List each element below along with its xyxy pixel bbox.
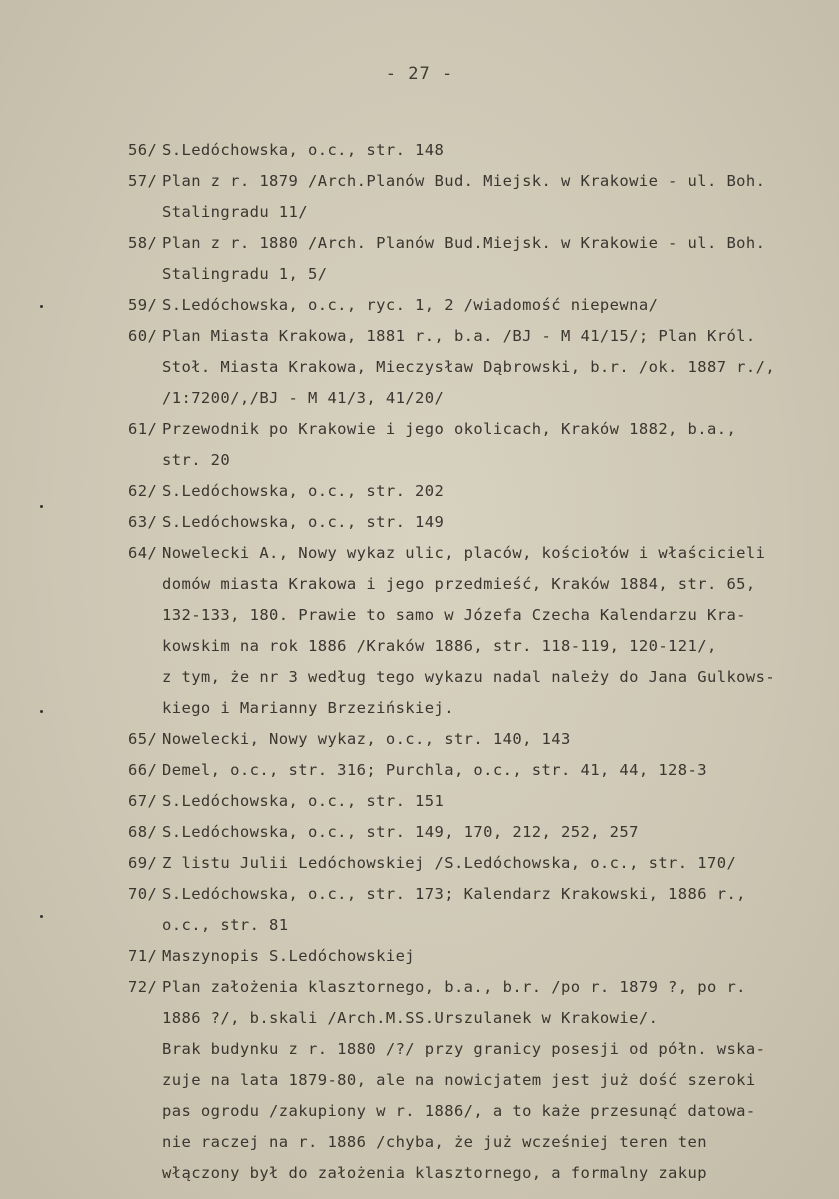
footnote-item: [128, 755, 828, 786]
page-number: - 27 -: [385, 64, 454, 84]
footnote-number: 65/: [128, 730, 158, 748]
footnote-text: S.Ledóchowska, o.c., str. 148: [162, 141, 445, 159]
footnote-item: [128, 848, 828, 879]
footnote-text: Z listu Julii Ledóchowskiej /S.Ledóchowska, o.c., str. 170/: [162, 854, 737, 872]
footnote-item: [128, 786, 828, 817]
margin-speck: [40, 505, 43, 508]
footnote-number: 62/: [128, 482, 158, 500]
footnote-text: S.Ledóchowska, o.c., str. 149: [162, 513, 445, 531]
footnote-item: [128, 135, 828, 166]
footnote-item: [128, 507, 828, 538]
margin-speck: [40, 305, 43, 308]
footnote-text: Plan założenia klasztornego, b.a., b.r. /po r. 1879 ?, po r. 1886 ?/, b.skali /Arch.M.SS.Urszulanek w Krakowie/.: [162, 978, 746, 1027]
footnote-text: S.Ledóchowska, o.c., ryc. 1, 2 /wiadomość niepewna/: [162, 296, 659, 314]
footnote-text: Plan z r. 1880 /Arch. Planów Bud.Miejsk. w Krakowie - ul. Boh. Stalingradu 1, 5/: [162, 234, 766, 283]
footnote-text: Plan z r. 1879 /Arch.Planów Bud. Miejsk. w Krakowie - ul. Boh. Stalingradu 11/: [162, 172, 766, 221]
footnote-number: 70/: [128, 885, 158, 903]
footnote-item: [128, 538, 828, 724]
continuation-paragraph: Brak budynku z r. 1880 /?/ przy granicy posesji od półn. wska- zuje na lata 1879-80, ale na nowicjatem jest już dość szeroki pas ogrodu /zakupiony w r. 1886/, a to każe przesunąć datowa- nie raczej na r. 1886 /chyba, że już wcześniej teren ten włączony był do założenia klasztornego, a formalny zakup: [162, 1040, 766, 1182]
footnote-item: [128, 414, 828, 476]
footnotes-list: [128, 135, 828, 1189]
footnote-text: Plan Miasta Krakowa, 1881 r., b.a. /BJ - M 41/15/; Plan Król. Stoł. Miasta Krakowa, Mieczysław Dąbrowski, b.r. /ok. 1887 r./, /1:7200/,/BJ - M 41/3, 41/20/: [162, 327, 776, 407]
footnote-item: [128, 228, 828, 290]
footnote-item: [128, 724, 828, 755]
footnote-number: 64/: [128, 544, 158, 562]
footnote-text: S.Ledóchowska, o.c., str. 149, 170, 212, 252, 257: [162, 823, 639, 841]
footnote-item: [128, 972, 828, 1034]
footnote-number: 69/: [128, 854, 158, 872]
footnote-number: 72/: [128, 978, 158, 996]
footnote-text: Demel, o.c., str. 316; Purchla, o.c., str. 41, 44, 128-3: [162, 761, 707, 779]
footnote-text: Przewodnik po Krakowie i jego okolicach, Kraków 1882, b.a., str. 20: [162, 420, 737, 469]
footnote-text: Nowelecki, Nowy wykaz, o.c., str. 140, 143: [162, 730, 571, 748]
footnote-number: 60/: [128, 327, 158, 345]
footnote-item: [128, 166, 828, 228]
footnote-number: 56/: [128, 141, 158, 159]
footnote-text: Nowelecki A., Nowy wykaz ulic, placów, kościołów i właścicieli domów miasta Krakowa i jego przedmieść, Kraków 1884, str. 65, 132-133, 180. Prawie to samo w Józefa Czecha Kalendarzu Kra- kowskim na rok 1886 /Kraków 1886, str. 118-119, 120-121/, z tym, że nr 3 według tego wykazu nadal należy do Jana Gulkows- kiego i Marianny Brzezińskiej.: [162, 544, 776, 717]
footnote-number: 58/: [128, 234, 158, 252]
footnote-number: 59/: [128, 296, 158, 314]
margin-speck: [40, 710, 43, 713]
footnote-item: [128, 879, 828, 941]
margin-speck: [40, 915, 43, 918]
footnote-number: 61/: [128, 420, 158, 438]
footnote-text: S.Ledóchowska, o.c., str. 202: [162, 482, 445, 500]
footnote-item: [128, 290, 828, 321]
footnote-text: Maszynopis S.Ledóchowskiej: [162, 947, 416, 965]
footnote-number: 63/: [128, 513, 158, 531]
footnote-text: S.Ledóchowska, o.c., str. 151: [162, 792, 445, 810]
footnote-number: 67/: [128, 792, 158, 810]
footnote-item: [128, 321, 828, 414]
footnote-text: S.Ledóchowska, o.c., str. 173; Kalendarz Krakowski, 1886 r., o.c., str. 81: [162, 885, 746, 934]
footnote-number: 66/: [128, 761, 158, 779]
footnote-number: 68/: [128, 823, 158, 841]
footnote-number: 71/: [128, 947, 158, 965]
footnote-number: 57/: [128, 172, 158, 190]
footnote-item: [128, 941, 828, 972]
footnote-item: [128, 476, 828, 507]
footnote-item: [128, 817, 828, 848]
